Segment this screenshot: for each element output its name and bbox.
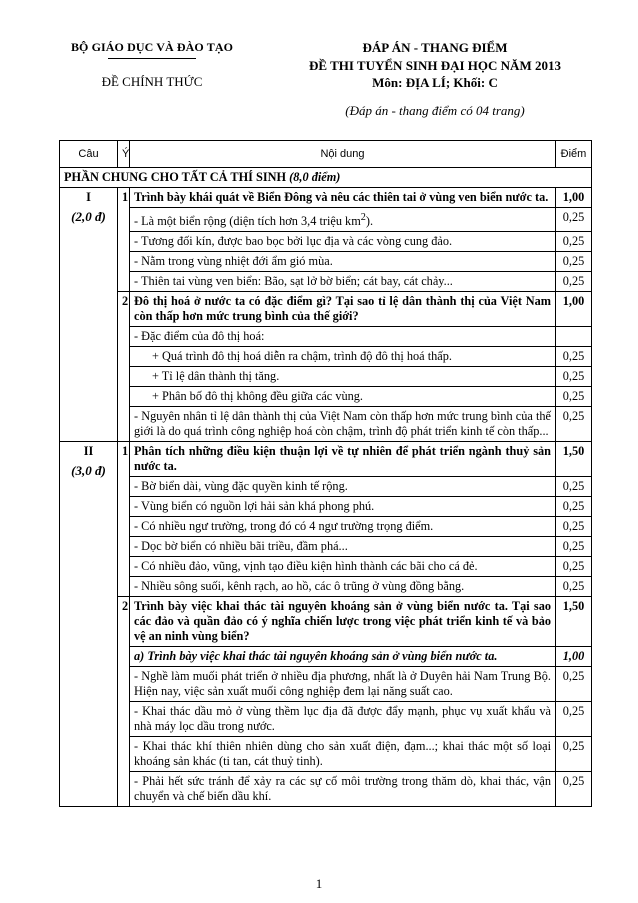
question-cell-I	[60, 188, 118, 442]
official-label: ĐỀ CHÍNH THỨC	[101, 74, 203, 89]
answer-points: 0,25	[556, 407, 592, 442]
section-row	[60, 168, 592, 188]
answer-points: 0,25	[556, 347, 592, 367]
item-question: Trình bày việc khai thác tài nguyên khoáng sản ở vùng biển nước ta. Tại sao các đảo và quần đảo có ý nghĩa chiến lược trong việc phát triển kinh tế và bảo vệ an ninh vùng biển?	[130, 597, 556, 647]
table-row	[60, 517, 592, 537]
subpart-heading: a) Trình bày việc khai thác tài nguyên khoáng sản ở vùng biển nước ta.	[130, 647, 556, 667]
table-row	[60, 188, 592, 208]
table-row	[60, 327, 592, 347]
answer-text: - Thiên tai vùng ven biển: Bão, sạt lở bờ biển; cát bay, cát chảy...	[130, 272, 556, 292]
answer-points: 0,25	[556, 557, 592, 577]
answer-text: - Nhiều sông suối, kênh rạch, ao hồ, các ô trũng ở vùng đồng bằng.	[130, 577, 556, 597]
question-number: I	[86, 190, 91, 204]
table-row	[60, 577, 592, 597]
answer-text: - Nằm trong vùng nhiệt đới ẩm gió mùa.	[130, 252, 556, 272]
answer-points: 0,25	[556, 232, 592, 252]
table-row	[60, 647, 592, 667]
question-points: (2,0 đ)	[71, 209, 106, 224]
table-row	[60, 737, 592, 772]
table-row	[60, 702, 592, 737]
page-number: 1	[315, 876, 323, 891]
section-points: (8,0 điểm)	[289, 170, 341, 184]
answer-text: - Khai thác dầu mỏ ở vùng thềm lục địa đã được đẩy mạnh, phục vụ xuất khẩu và nhà máy lọc dầu trong nước.	[130, 702, 556, 737]
ministry-name: BỘ GIÁO DỤC VÀ ĐÀO TẠO	[70, 40, 234, 54]
table-row	[60, 232, 592, 252]
answer-text: - Vùng biển có nguồn lợi hải sản khá phong phú.	[130, 497, 556, 517]
title-block	[280, 40, 590, 119]
table-row	[60, 442, 592, 477]
col-header-y: Ý	[118, 141, 130, 168]
answer-points: 0,25	[556, 517, 592, 537]
answer-text: - Là một biển rộng (diện tích hơn 3,4 triệu $km^2$).	[130, 208, 556, 232]
item-number: 1	[118, 442, 130, 597]
item-number: 1	[118, 188, 130, 292]
answer-points: 0,25	[556, 208, 592, 232]
table-row	[60, 667, 592, 702]
answer-points: 0,25	[556, 252, 592, 272]
answer-text: - Dọc bờ biển có nhiều bãi triều, đầm phá...	[130, 537, 556, 557]
answer-text: - Bờ biển dài, vùng đặc quyền kinh tế rộng.	[130, 477, 556, 497]
ministry-underline	[108, 58, 196, 59]
answer-text: - Phải hết sức tránh để xảy ra các sự cố môi trường trong thăm dò, khai thác, vận chuyển và chế biến dầu khí.	[130, 772, 556, 807]
table-row	[60, 347, 592, 367]
item-number: 2	[118, 597, 130, 807]
table-row	[60, 597, 592, 647]
answer-text: - Có nhiều đảo, vũng, vịnh tạo điều kiện hình thành các bãi cho cá đẻ.	[130, 557, 556, 577]
table-header-row	[60, 141, 592, 168]
item-points: 1,50	[556, 597, 592, 647]
answer-points: 0,25	[556, 577, 592, 597]
subpart-points: 1,00	[556, 647, 592, 667]
item-question: Trình bày khái quát về Biển Đông và nêu các thiên tai ở vùng ven biển nước ta.	[130, 188, 556, 208]
item-points: 1,50	[556, 442, 592, 477]
answer-points: 0,25	[556, 772, 592, 807]
answer-points: 0,25	[556, 667, 592, 702]
table-row	[60, 367, 592, 387]
table-row	[60, 387, 592, 407]
answer-text: - Khai thác khí thiên nhiên dùng cho sản xuất điện, đạm...; khai thác một số loại khoáng sản khác (ti tan, cát thuỷ tinh).	[130, 737, 556, 772]
answer-points: 0,25	[556, 737, 592, 772]
answer-text: + Tỉ lệ dân thành thị tăng.	[130, 367, 556, 387]
subject-line: Môn: ĐỊA LÍ; Khối: C	[372, 75, 498, 90]
item-question: Phân tích những điều kiện thuận lợi về tự nhiên để phát triển ngành thuỷ sản nước ta.	[130, 442, 556, 477]
answer-table	[59, 140, 592, 807]
table-row	[60, 272, 592, 292]
item-question: Đô thị hoá ở nước ta có đặc điểm gì? Tại sao tỉ lệ dân thành thị của Việt Nam còn thấp hơn mức trung bình của thế giới?	[130, 292, 556, 327]
answer-text: - Đặc điểm của đô thị hoá:	[130, 327, 556, 347]
table-row	[60, 407, 592, 442]
table-row	[60, 208, 592, 232]
table-row	[60, 292, 592, 327]
col-header-cau: Câu	[60, 141, 118, 168]
answer-points: 0,25	[556, 387, 592, 407]
table-row	[60, 252, 592, 272]
answer-text: - Tương đối kín, được bao bọc bởi lục địa và các vòng cung đảo.	[130, 232, 556, 252]
col-header-points: Điểm	[556, 141, 592, 168]
answer-points: 0,25	[556, 702, 592, 737]
question-cell-II	[60, 442, 118, 807]
answer-text: - Nghề làm muối phát triển ở nhiều địa phương, nhất là ở Duyên hải Nam Trung Bộ. Hiện nay, việc sản xuất muối công nghiệp đem lại năng suất cao.	[130, 667, 556, 702]
answer-points: 0,25	[556, 272, 592, 292]
item-number: 2	[118, 292, 130, 442]
table-row	[60, 537, 592, 557]
item-points: 1,00	[556, 188, 592, 208]
table-row	[60, 497, 592, 517]
page-count-note: (Đáp án - thang điểm có 04 trang)	[345, 103, 525, 118]
answer-points: 0,25	[556, 367, 592, 387]
table-row	[60, 772, 592, 807]
answer-points: 0,25	[556, 537, 592, 557]
answer-points: 0,25	[556, 497, 592, 517]
answer-text: - Có nhiều ngư trường, trong đó có 4 ngư trường trọng điểm.	[130, 517, 556, 537]
answer-text: + Phân bố đô thị không đều giữa các vùng.	[130, 387, 556, 407]
item-points: 1,00	[556, 292, 592, 327]
answer-text: - Nguyên nhân tỉ lệ dân thành thị của Việt Nam còn thấp hơn mức trung bình của thế giới là do quá trình công nghiệp hoá còn chậm, trình độ phát triển kinh tế còn thấp...	[130, 407, 556, 442]
table-row	[60, 557, 592, 577]
answer-points	[556, 327, 592, 347]
question-points: (3,0 đ)	[71, 463, 106, 479]
document-header	[0, 0, 638, 140]
answer-text: + Quá trình đô thị hoá diễn ra chậm, trình độ đô thị hoá thấp.	[130, 347, 556, 367]
question-number: II	[83, 444, 94, 459]
exam-title: ĐỀ THI TUYỂN SINH ĐẠI HỌC NĂM 2013	[309, 58, 561, 73]
issuer-block	[52, 40, 252, 90]
col-header-content: Nội dung	[130, 141, 556, 168]
table-row	[60, 477, 592, 497]
doc-title: ĐÁP ÁN - THANG ĐIỂM	[362, 40, 508, 55]
section-title: PHẦN CHUNG CHO TẤT CẢ THÍ SINH (8,0 điểm)	[60, 168, 592, 188]
answer-points: 0,25	[556, 477, 592, 497]
